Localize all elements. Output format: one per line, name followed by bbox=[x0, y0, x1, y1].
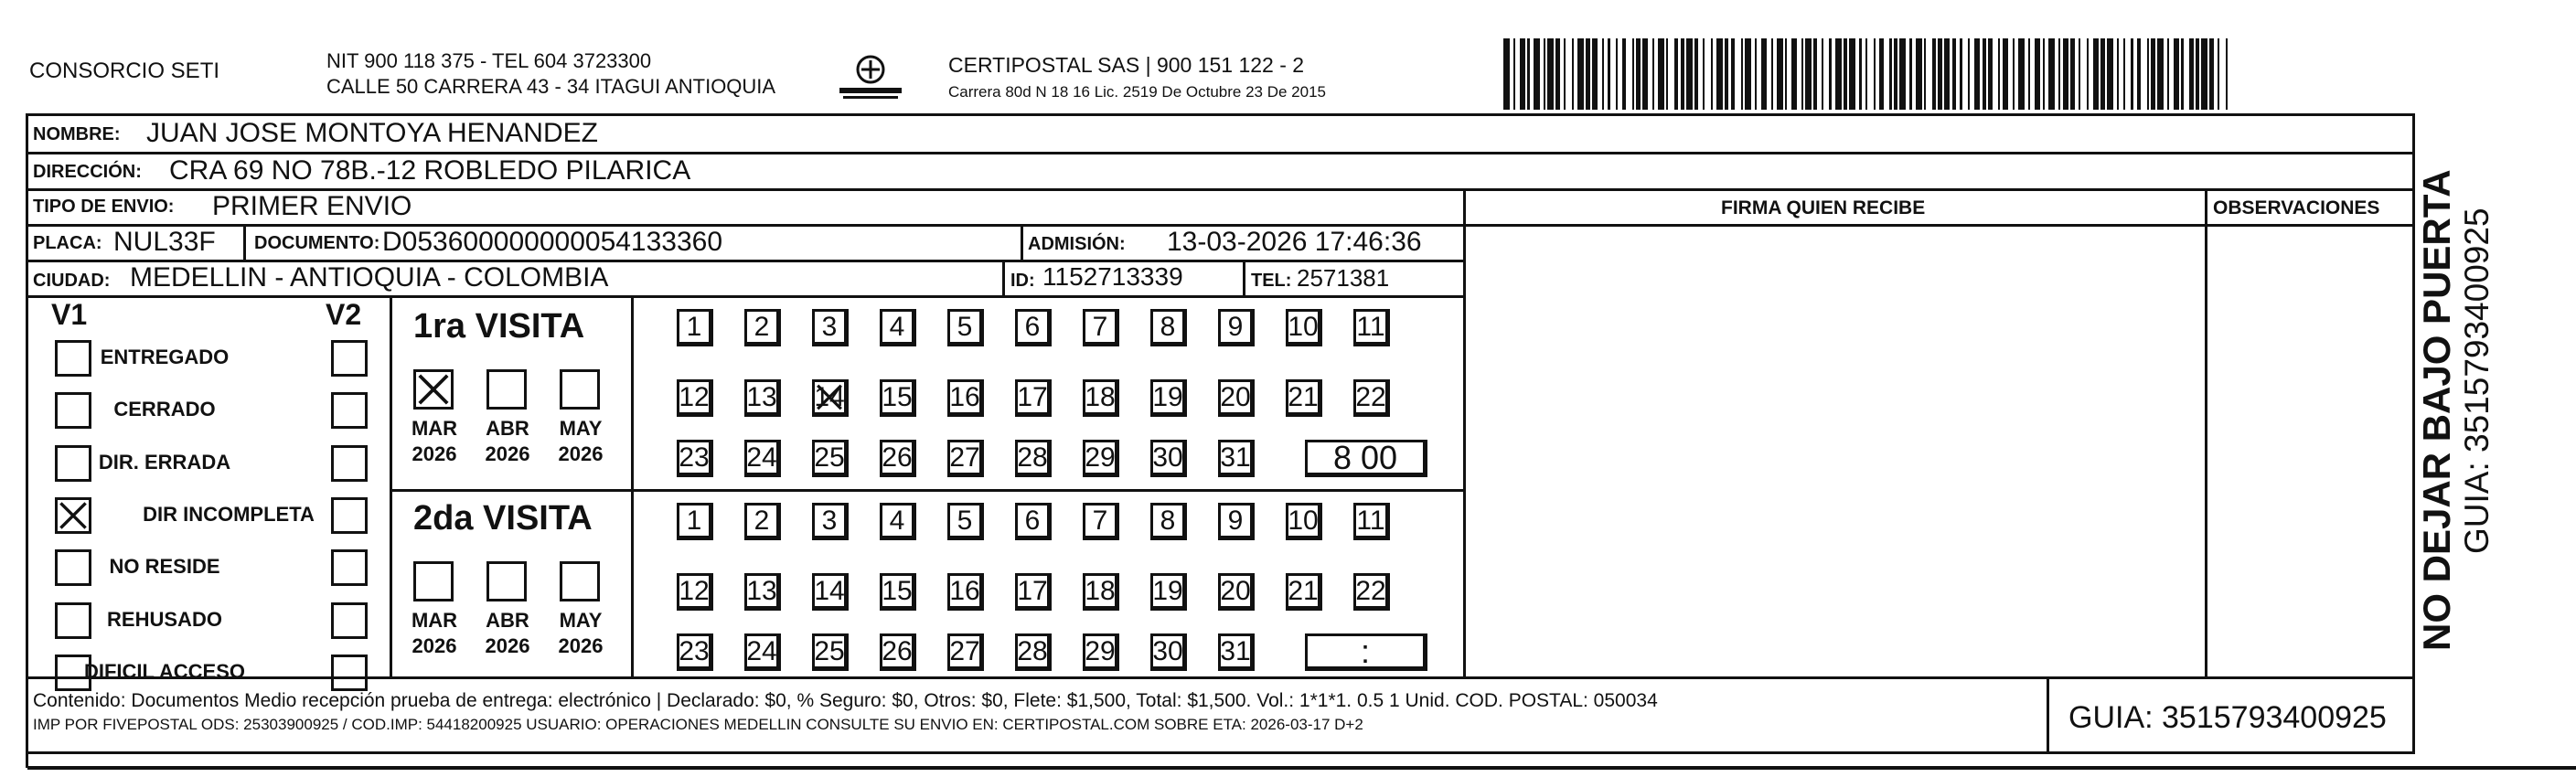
month-checkbox[interactable] bbox=[560, 561, 600, 601]
side-guia: GUIA: 3515793400925 bbox=[2458, 208, 2496, 554]
v1-checkbox[interactable] bbox=[55, 497, 91, 534]
tel-value: 2571381 bbox=[1297, 264, 1390, 292]
day-box[interactable]: 18 bbox=[1083, 379, 1119, 417]
status-option-label: DIR INCOMPLETA bbox=[143, 502, 315, 526]
day-box[interactable]: 25 bbox=[812, 440, 849, 477]
day-box[interactable]: 13 bbox=[744, 379, 781, 417]
month-label: MAY bbox=[559, 417, 603, 440]
day-box[interactable]: 29 bbox=[1083, 440, 1119, 477]
status-option-label: DIFICIL ACCESO bbox=[83, 659, 245, 683]
footer-guia: GUIA: 3515793400925 bbox=[2068, 700, 2387, 735]
footer-line1: Contenido: Documentos Medio recepción prueba de entrega: electrónico | Declarado: $0, % Seguro: $0, Otros: $0, Flete: $1,500, Total: $1,500. Vol.: 1*1*1. 0.5 1 Unid. COD. POSTAL: 050034 bbox=[33, 690, 1658, 711]
day-box[interactable]: 18 bbox=[1083, 573, 1119, 611]
day-box[interactable]: 13 bbox=[744, 573, 781, 611]
status-option-label: CERRADO bbox=[113, 398, 216, 421]
direccion-value: CRA 69 NO 78B.-12 ROBLEDO PILARICA bbox=[169, 155, 691, 186]
month-checkbox[interactable] bbox=[413, 369, 454, 410]
day-box[interactable]: 16 bbox=[947, 573, 984, 611]
nit-line: NIT 900 118 375 - TEL 604 3723300 bbox=[326, 49, 652, 72]
status-option-label: DIR. ERRADA bbox=[98, 450, 231, 474]
day-box[interactable]: 4 bbox=[880, 309, 916, 346]
year-label: 2026 bbox=[558, 634, 604, 657]
day-box[interactable]: 8 bbox=[1150, 503, 1187, 540]
day-box[interactable]: 23 bbox=[677, 633, 713, 671]
placa-value: NUL33F bbox=[113, 227, 216, 257]
footer-line2: IMP POR FIVEPOSTAL ODS: 25303900925 / COD.IMP: 54418200925 USUARIO: OPERACIONES MEDELLIN CONSULTE SU ENVIO EN: CERTIPOSTAL.COM SOBRE ETA: 2026-03-17 D+2 bbox=[33, 716, 1363, 733]
day-box[interactable]: 17 bbox=[1015, 573, 1052, 611]
day-box[interactable]: 14 bbox=[812, 573, 849, 611]
day-box[interactable]: 9 bbox=[1218, 503, 1255, 540]
month-checkbox[interactable] bbox=[486, 369, 527, 410]
documento-value: D053600000000054133360 bbox=[382, 227, 723, 257]
v2-checkbox[interactable] bbox=[331, 549, 368, 586]
v2-checkbox[interactable] bbox=[331, 445, 368, 482]
tel-label: TEL: bbox=[1251, 271, 1292, 291]
day-box[interactable]: 27 bbox=[947, 440, 984, 477]
day-box[interactable]: 5 bbox=[947, 309, 984, 346]
day-box[interactable]: 30 bbox=[1150, 633, 1187, 671]
carrier-sub: Carrera 80d N 18 16 Lic. 2519 De Octubre 23 De 2015 bbox=[948, 83, 1326, 101]
tipo-label: TIPO DE ENVIO: bbox=[33, 197, 175, 217]
day-box[interactable]: 3 bbox=[812, 309, 849, 346]
id-label: ID: bbox=[1010, 271, 1035, 291]
carrier-line: CERTIPOSTAL SAS | 900 151 122 - 2 bbox=[948, 53, 1305, 77]
firma-column-header: FIRMA QUIEN RECIBE bbox=[1721, 197, 1926, 218]
day-box[interactable]: 14 bbox=[812, 379, 849, 417]
id-value: 1152713339 bbox=[1042, 262, 1183, 291]
day-box[interactable]: 20 bbox=[1218, 379, 1255, 417]
day-box[interactable]: 25 bbox=[812, 633, 849, 671]
day-box[interactable]: 3 bbox=[812, 503, 849, 540]
observaciones-column-header: OBSERVACIONES bbox=[2213, 197, 2380, 218]
day-box[interactable]: 19 bbox=[1150, 379, 1187, 417]
day-box[interactable]: 5 bbox=[947, 503, 984, 540]
day-box[interactable]: 10 bbox=[1286, 309, 1322, 346]
day-box[interactable]: 4 bbox=[880, 503, 916, 540]
day-box[interactable]: 11 bbox=[1353, 309, 1390, 346]
ciudad-label: CIUDAD: bbox=[33, 271, 111, 291]
day-box[interactable]: 26 bbox=[880, 440, 916, 477]
status-option-label: REHUSADO bbox=[107, 607, 222, 631]
day-box[interactable]: 24 bbox=[744, 440, 781, 477]
day-box[interactable]: 22 bbox=[1353, 379, 1390, 417]
day-box[interactable]: 1 bbox=[677, 503, 713, 540]
day-box[interactable]: 6 bbox=[1015, 309, 1052, 346]
tipo-value: PRIMER ENVIO bbox=[212, 191, 412, 221]
address-line: CALLE 50 CARRERA 43 - 34 ITAGUI ANTIOQUIA bbox=[326, 75, 776, 98]
ciudad-value: MEDELLIN - ANTIOQUIA - COLOMBIA bbox=[130, 262, 609, 293]
day-box[interactable]: 26 bbox=[880, 633, 916, 671]
time-box[interactable]: : bbox=[1305, 633, 1427, 671]
day-box[interactable]: 2 bbox=[744, 503, 781, 540]
no-dejar-bajo-puerta: NO DEJAR BAJO PUERTA bbox=[2415, 169, 2458, 651]
day-box[interactable]: 11 bbox=[1353, 503, 1390, 540]
day-box[interactable]: 28 bbox=[1015, 633, 1052, 671]
time-box[interactable]: 8 00 bbox=[1305, 440, 1427, 477]
v2-checkbox[interactable] bbox=[331, 602, 368, 639]
v1-header: V1 bbox=[51, 298, 88, 331]
barcode bbox=[1503, 38, 2229, 110]
status-option-label: NO RESIDE bbox=[109, 555, 220, 579]
company-name: CONSORCIO SETI bbox=[29, 59, 220, 83]
day-box[interactable]: 22 bbox=[1353, 573, 1390, 611]
day-box[interactable]: 6 bbox=[1015, 503, 1052, 540]
direccion-label: DIRECCIÓN: bbox=[33, 162, 142, 182]
nombre-value: JUAN JOSE MONTOYA HENANDEZ bbox=[146, 118, 598, 148]
day-box[interactable]: 28 bbox=[1015, 440, 1052, 477]
month-label: MAR bbox=[411, 417, 458, 440]
day-box[interactable]: 21 bbox=[1286, 379, 1322, 417]
day-box[interactable]: 31 bbox=[1218, 440, 1255, 477]
year-label: 2026 bbox=[412, 442, 457, 465]
v2-checkbox[interactable] bbox=[331, 497, 368, 534]
day-box[interactable]: 15 bbox=[880, 573, 916, 611]
month-label: ABR bbox=[486, 609, 529, 632]
first-visit-title: 1ra VISITA bbox=[413, 307, 585, 346]
month-checkbox[interactable] bbox=[486, 561, 527, 601]
day-box[interactable]: 2 bbox=[744, 309, 781, 346]
day-box[interactable]: 27 bbox=[947, 633, 984, 671]
second-visit-title: 2da VISITA bbox=[413, 499, 593, 538]
admision-value: 13-03-2026 17:46:36 bbox=[1167, 227, 1422, 257]
day-box[interactable]: 17 bbox=[1015, 379, 1052, 417]
day-box[interactable]: 1 bbox=[677, 309, 713, 346]
day-box[interactable]: 20 bbox=[1218, 573, 1255, 611]
day-box[interactable]: 30 bbox=[1150, 440, 1187, 477]
day-box[interactable]: 15 bbox=[880, 379, 916, 417]
day-box[interactable]: 16 bbox=[947, 379, 984, 417]
placa-label: PLACA: bbox=[33, 233, 102, 253]
day-box[interactable]: 23 bbox=[677, 440, 713, 477]
year-label: 2026 bbox=[412, 634, 457, 657]
day-box[interactable]: 19 bbox=[1150, 573, 1187, 611]
month-label: ABR bbox=[486, 417, 529, 440]
day-box[interactable]: 7 bbox=[1083, 503, 1119, 540]
v2-checkbox[interactable] bbox=[331, 392, 368, 429]
day-box[interactable]: 8 bbox=[1150, 309, 1187, 346]
year-label: 2026 bbox=[485, 442, 530, 465]
month-checkbox[interactable] bbox=[413, 561, 454, 601]
month-label: MAY bbox=[559, 609, 603, 632]
month-label: MAR bbox=[411, 609, 458, 632]
day-box[interactable]: 29 bbox=[1083, 633, 1119, 671]
year-label: 2026 bbox=[485, 634, 530, 657]
day-box[interactable]: 9 bbox=[1218, 309, 1255, 346]
nombre-label: NOMBRE: bbox=[33, 124, 121, 144]
admision-label: ADMISIÓN: bbox=[1028, 234, 1126, 254]
day-box[interactable]: 31 bbox=[1218, 633, 1255, 671]
certipostal-logo bbox=[834, 51, 907, 102]
documento-label: DOCUMENTO: bbox=[254, 233, 380, 253]
month-checkbox[interactable] bbox=[560, 369, 600, 410]
year-label: 2026 bbox=[558, 442, 604, 465]
day-box[interactable]: 12 bbox=[677, 573, 713, 611]
day-box[interactable]: 21 bbox=[1286, 573, 1322, 611]
v2-checkbox[interactable] bbox=[331, 340, 368, 377]
day-box[interactable]: 7 bbox=[1083, 309, 1119, 346]
day-box[interactable]: 24 bbox=[744, 633, 781, 671]
v2-checkbox[interactable] bbox=[331, 655, 368, 691]
v2-header: V2 bbox=[326, 298, 362, 331]
day-box[interactable]: 10 bbox=[1286, 503, 1322, 540]
status-option-label: ENTREGADO bbox=[100, 346, 230, 368]
day-box[interactable]: 12 bbox=[677, 379, 713, 417]
